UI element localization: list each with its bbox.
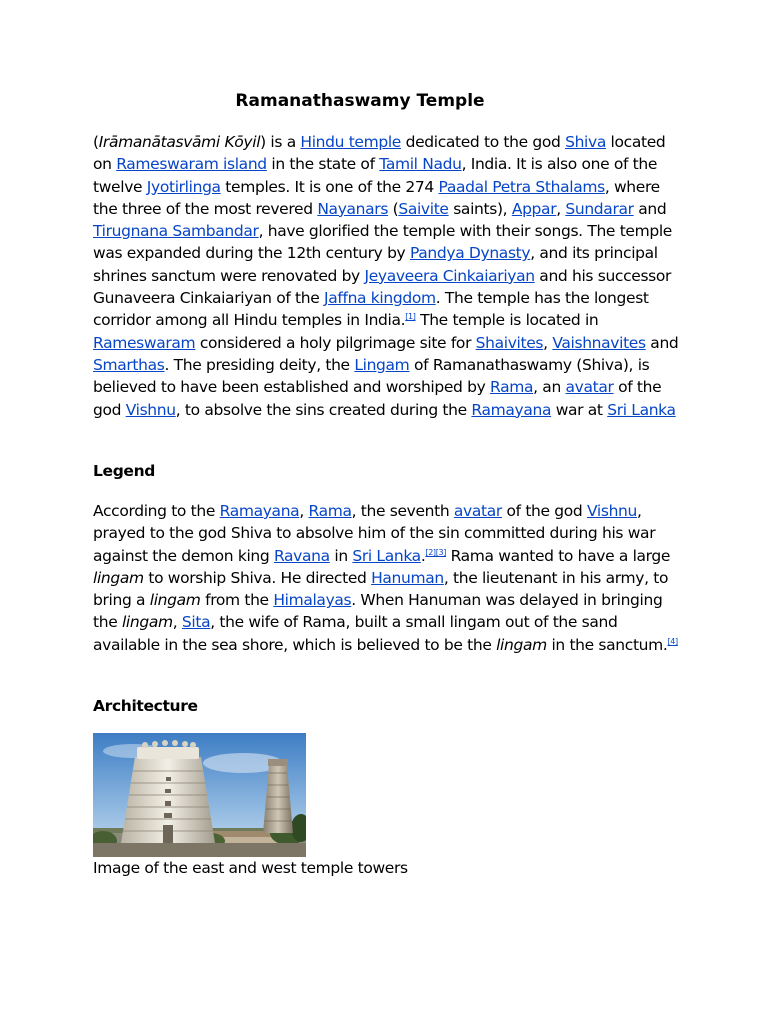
page-title: Ramanathaswamy Temple <box>235 91 485 111</box>
link-shaivites[interactable]: Shaivites <box>475 333 544 352</box>
link-vaishnavites[interactable]: Vaishnavites <box>552 333 646 352</box>
link-rameswaram[interactable]: Rameswaram <box>93 333 196 352</box>
reference-2-3[interactable]: [2][3] <box>425 547 446 557</box>
reference-1[interactable]: [1] <box>405 312 416 322</box>
temple-towers-photo <box>93 733 306 857</box>
link-sri-lanka[interactable]: Sri Lanka <box>607 400 676 419</box>
intro-paragraph: (Irāmanātasvāmi Kōyil) is a Hindu temple dedicated to the god Shiva located on Rameswaram island in the state of Tamil Nadu, India. It is also one of the twelve Jyotirlinga temples. It is one of the 274 Paadal Petra Sthalams, where the three of the most revered Nayanars (Saivite saints), Appar, Sundarar and Tirugnana Sambandar, have glorified the temple with their songs. The temple was expanded during the 12th century by Pandya Dynasty, and its principal shrines sanctum were renovated by Jeyaveera Cinkaiariyan and his successor Gunaveera Cinkaiariyan of the Jaffna kingdom. The temple has the longest corridor among all Hindu temples in India.[1] The temple is located in Rameswaram considered a holy pilgrimage site for Shaivites, Vaishnavites and Smarthas. The presiding deity, the Lingam of Ramanathaswamy (Shiva), is believed to have been established and worshiped by Rama, an avatar of the god Vishnu, to absolve the sins created during the Ramayana war at Sri Lanka <box>93 133 679 419</box>
link-sundarar[interactable]: Sundarar <box>565 199 634 218</box>
link-sri-lanka[interactable]: Sri Lanka <box>352 546 421 565</box>
link-himalayas[interactable]: Himalayas <box>273 591 352 610</box>
legend-heading: Legend <box>93 462 156 480</box>
reference-4[interactable]: [4] <box>667 636 678 646</box>
architecture-heading: Architecture <box>93 697 198 715</box>
legend-paragraph: According to the Ramayana, Rama, the seventh avatar of the god Vishnu, prayed to the god Shiva to absolve him of the sin committed during his war against the demon king Ravana in Sri Lanka.[2][3] Rama wanted to have a large lingam to worship Shiva. He directed Hanuman, the lieutenant in his army, to bring a lingam from the Himalayas. When Hanuman was delayed in bringing the lingam, Sita, the wife of Rama, built a small lingam out of the sand available in the sea shore, which is believed to be the lingam in the sanctum.[4] <box>93 502 678 654</box>
link-vishnu[interactable]: Vishnu <box>586 502 638 520</box>
link-jeyaveera-cinkaiariyan[interactable]: Jeyaveera Cinkaiariyan <box>364 266 535 285</box>
link-appar[interactable]: Appar <box>511 199 557 218</box>
link-jaffna-kingdom[interactable]: Jaffna kingdom <box>324 289 436 308</box>
link-pandya-dynasty[interactable]: Pandya Dynasty <box>409 244 531 263</box>
link-paadal-petra-sthalams[interactable]: Paadal Petra Sthalams <box>438 177 605 196</box>
link-nayanars[interactable]: Nayanars <box>317 199 389 218</box>
link-vishnu[interactable]: Vishnu <box>125 400 176 419</box>
link-ravana[interactable]: Ravana <box>273 546 330 565</box>
link-ramayana[interactable]: Ramayana <box>219 502 300 520</box>
link-jyotirlinga[interactable]: Jyotirlinga <box>146 177 221 196</box>
link-ramayana[interactable]: Ramayana <box>471 400 552 419</box>
link-rameswaram-island[interactable]: Rameswaram island <box>116 155 267 174</box>
link-rama[interactable]: Rama <box>490 378 534 397</box>
link-tamil-nadu[interactable]: Tamil Nadu <box>379 155 462 174</box>
link-rama[interactable]: Rama <box>308 502 352 520</box>
link-smarthas[interactable]: Smarthas <box>93 355 165 374</box>
link-saivite[interactable]: Saivite <box>398 199 449 218</box>
link-avatar[interactable]: avatar <box>453 502 502 520</box>
link-lingam[interactable]: Lingam <box>354 355 410 374</box>
link-avatar[interactable]: avatar <box>565 378 614 397</box>
link-hanuman[interactable]: Hanuman <box>371 568 444 587</box>
link-shiva[interactable]: Shiva <box>565 133 606 151</box>
link-tirugnana-sambandar[interactable]: Tirugnana Sambandar <box>93 222 259 241</box>
native-name: Irāmanātasvāmi Kōyil <box>98 133 261 151</box>
link-hindu-temple[interactable]: Hindu temple <box>300 133 401 151</box>
link-sita[interactable]: Sita <box>181 613 211 632</box>
image-caption: Image of the east and west temple towers <box>93 859 408 877</box>
